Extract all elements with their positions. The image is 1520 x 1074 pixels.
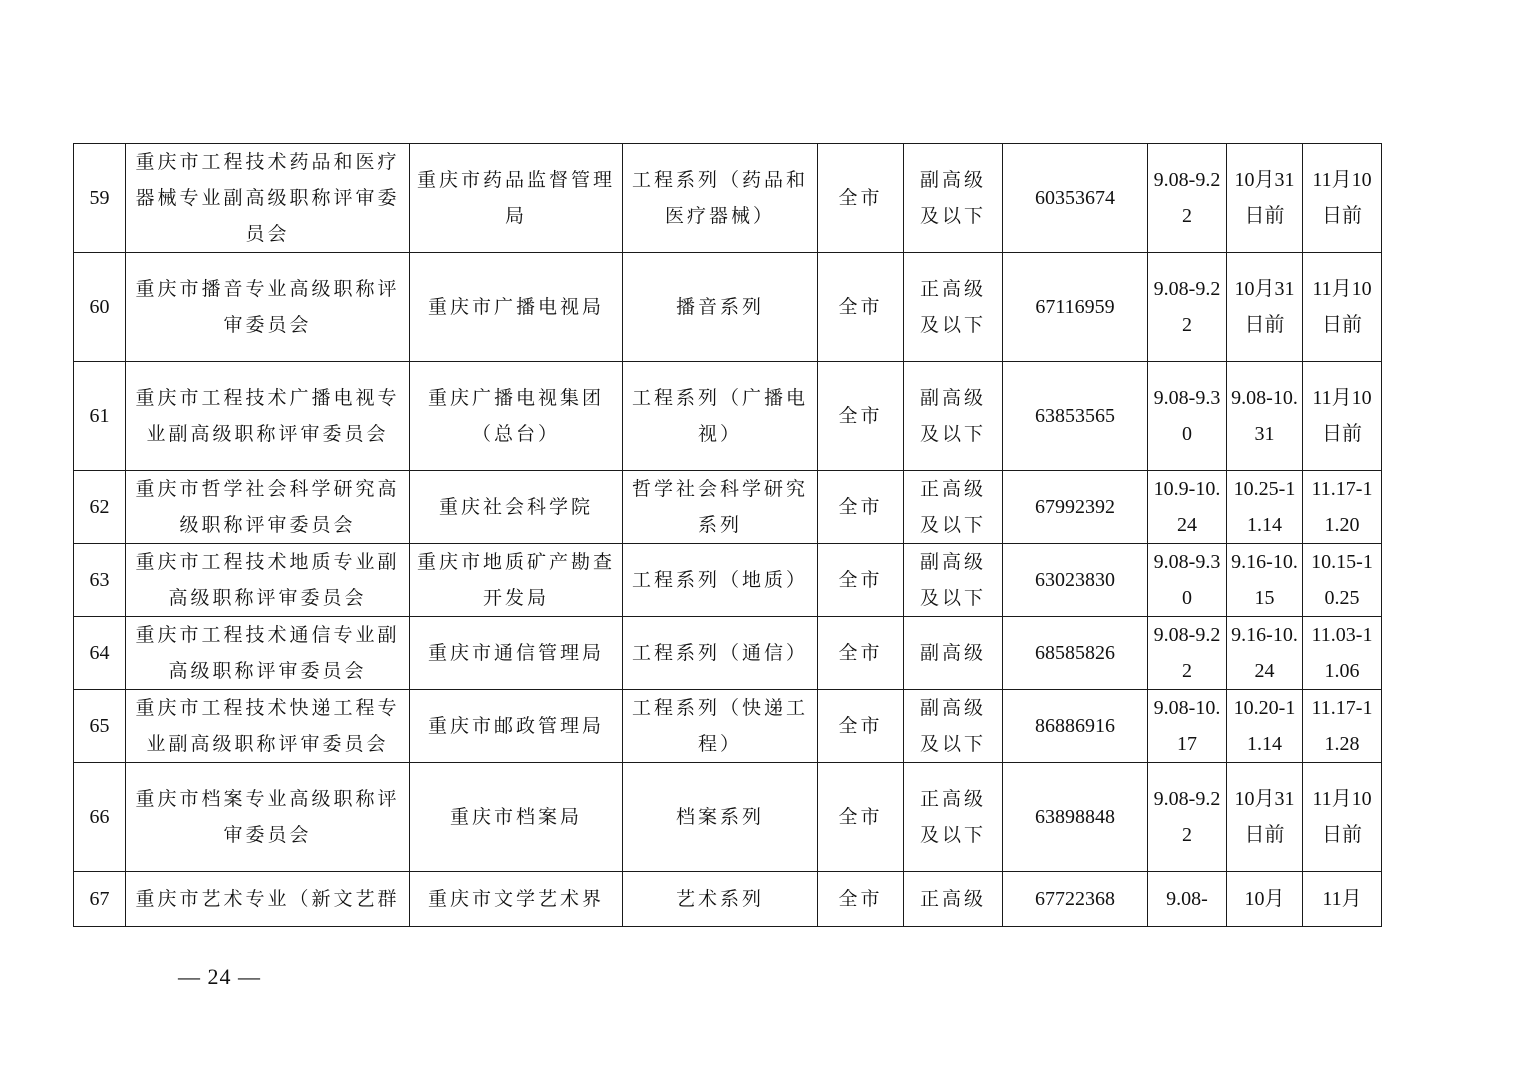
row-number: 67 [74, 872, 126, 927]
organizing-unit: 重庆广播电视集团（总台） [410, 362, 623, 471]
contact-phone: 86886916 [1003, 690, 1148, 763]
scope: 全市 [818, 144, 904, 253]
contact-phone: 63853565 [1003, 362, 1148, 471]
table-row [74, 763, 1382, 872]
scope: 全市 [818, 763, 904, 872]
period-3: 11月10日前 [1303, 144, 1382, 253]
committee-table [73, 143, 1382, 927]
contact-phone: 68585826 [1003, 617, 1148, 690]
period-2: 10月31日前 [1227, 763, 1303, 872]
committee-name: 重庆市工程技术广播电视专业副高级职称评审委员会 [126, 362, 410, 471]
title-series: 工程系列（地质） [623, 544, 818, 617]
table-row [74, 872, 1382, 927]
period-2: 10.25-11.14 [1227, 471, 1303, 544]
committee-name: 重庆市工程技术快递工程专业副高级职称评审委员会 [126, 690, 410, 763]
title-level: 副高级及以下 [904, 362, 1003, 471]
row-number: 64 [74, 617, 126, 690]
row-number: 62 [74, 471, 126, 544]
table-row [74, 690, 1382, 763]
period-1: 9.08-9.22 [1148, 763, 1227, 872]
period-1: 10.9-10.24 [1148, 471, 1227, 544]
organizing-unit: 重庆市地质矿产勘查开发局 [410, 544, 623, 617]
title-level: 正高级及以下 [904, 763, 1003, 872]
row-number: 63 [74, 544, 126, 617]
period-1: 9.08-9.22 [1148, 144, 1227, 253]
row-number: 66 [74, 763, 126, 872]
period-3: 11月10日前 [1303, 362, 1382, 471]
period-2: 10.20-11.14 [1227, 690, 1303, 763]
period-3: 11月 [1303, 872, 1382, 927]
committee-name: 重庆市档案专业高级职称评审委员会 [126, 763, 410, 872]
row-number: 61 [74, 362, 126, 471]
table-row [74, 544, 1382, 617]
period-1: 9.08-9.22 [1148, 253, 1227, 362]
scope: 全市 [818, 362, 904, 471]
period-3: 11月10日前 [1303, 253, 1382, 362]
period-1: 9.08-10.17 [1148, 690, 1227, 763]
committee-name: 重庆市工程技术地质专业副高级职称评审委员会 [126, 544, 410, 617]
title-level: 正高级及以下 [904, 253, 1003, 362]
period-2: 9.08-10.31 [1227, 362, 1303, 471]
organizing-unit: 重庆市邮政管理局 [410, 690, 623, 763]
period-2: 9.16-10.15 [1227, 544, 1303, 617]
title-series: 工程系列（药品和医疗器械） [623, 144, 818, 253]
organizing-unit: 重庆市广播电视局 [410, 253, 623, 362]
title-series: 播音系列 [623, 253, 818, 362]
period-2: 10月31日前 [1227, 144, 1303, 253]
organizing-unit: 重庆市文学艺术界 [410, 872, 623, 927]
scope: 全市 [818, 690, 904, 763]
contact-phone: 63898848 [1003, 763, 1148, 872]
title-level: 副高级及以下 [904, 544, 1003, 617]
organizing-unit: 重庆社会科学院 [410, 471, 623, 544]
table-row [74, 471, 1382, 544]
contact-phone: 60353674 [1003, 144, 1148, 253]
title-level: 副高级 [904, 617, 1003, 690]
period-2: 9.16-10.24 [1227, 617, 1303, 690]
contact-phone: 67992392 [1003, 471, 1148, 544]
period-1: 9.08-9.22 [1148, 617, 1227, 690]
period-3: 11月10日前 [1303, 763, 1382, 872]
scope: 全市 [818, 471, 904, 544]
title-series: 工程系列（通信） [623, 617, 818, 690]
row-number: 60 [74, 253, 126, 362]
title-series: 艺术系列 [623, 872, 818, 927]
committee-name: 重庆市哲学社会科学研究高级职称评审委员会 [126, 471, 410, 544]
page-number: — 24 — [178, 964, 261, 989]
scope: 全市 [818, 872, 904, 927]
title-series: 工程系列（广播电视） [623, 362, 818, 471]
committee-name: 重庆市工程技术通信专业副高级职称评审委员会 [126, 617, 410, 690]
period-2: 10月 [1227, 872, 1303, 927]
table-row [74, 253, 1382, 362]
scope: 全市 [818, 617, 904, 690]
committee-name: 重庆市工程技术药品和医疗器械专业副高级职称评审委员会 [126, 144, 410, 253]
period-3: 11.03-11.06 [1303, 617, 1382, 690]
row-number: 59 [74, 144, 126, 253]
committee-name: 重庆市播音专业高级职称评审委员会 [126, 253, 410, 362]
title-level: 正高级及以下 [904, 471, 1003, 544]
row-number: 65 [74, 690, 126, 763]
title-level: 正高级 [904, 872, 1003, 927]
period-2: 10月31日前 [1227, 253, 1303, 362]
contact-phone: 67722368 [1003, 872, 1148, 927]
period-3: 11.17-11.20 [1303, 471, 1382, 544]
period-1: 9.08-9.30 [1148, 362, 1227, 471]
scope: 全市 [818, 253, 904, 362]
contact-phone: 63023830 [1003, 544, 1148, 617]
period-3: 11.17-11.28 [1303, 690, 1382, 763]
title-series: 哲学社会科学研究系列 [623, 471, 818, 544]
period-1: 9.08-9.30 [1148, 544, 1227, 617]
organizing-unit: 重庆市药品监督管理局 [410, 144, 623, 253]
contact-phone: 67116959 [1003, 253, 1148, 362]
organizing-unit: 重庆市档案局 [410, 763, 623, 872]
table-row [74, 617, 1382, 690]
committee-name: 重庆市艺术专业（新文艺群 [126, 872, 410, 927]
title-series: 工程系列（快递工程） [623, 690, 818, 763]
period-1: 9.08- [1148, 872, 1227, 927]
title-series: 档案系列 [623, 763, 818, 872]
table-row [74, 144, 1382, 253]
organizing-unit: 重庆市通信管理局 [410, 617, 623, 690]
table-row [74, 362, 1382, 471]
title-level: 副高级及以下 [904, 144, 1003, 253]
scope: 全市 [818, 544, 904, 617]
period-3: 10.15-10.25 [1303, 544, 1382, 617]
title-level: 副高级及以下 [904, 690, 1003, 763]
